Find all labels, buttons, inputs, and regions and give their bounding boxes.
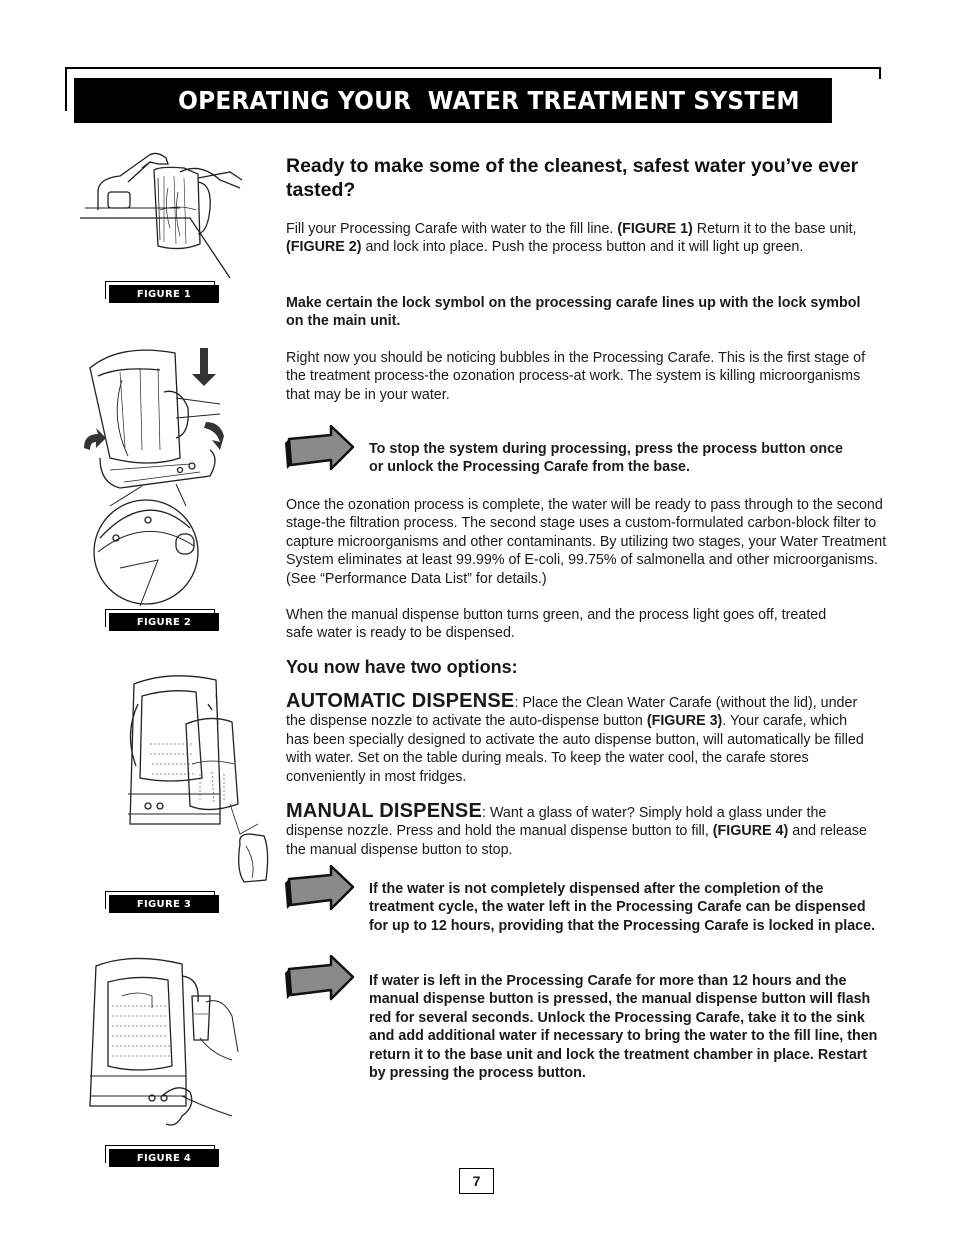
- figure-2-illustration: [80, 338, 230, 608]
- lock-note: Make certain the lock symbol on the processing carafe lines up with the lock symbol on the main unit.: [286, 295, 861, 330]
- pointer-arrow-icon-3: [285, 955, 355, 1003]
- figure-3-illustration: [120, 674, 280, 894]
- note-arrow-icon-3: [285, 955, 355, 1008]
- auto-dispense-icon: [120, 674, 280, 894]
- bubbles-paragraph: Right now you should be noticing bubbles in the Processing Carafe. This is the first stage of the treatment process-the ozonation process-at work. The system is killing microorganisms that may be in your water.: [286, 350, 866, 403]
- automatic-dispense-paragraph: AUTOMATIC DISPENSE: Place the Clean Water Carafe (without the lid), under the dispense nozzle to activate the auto-dispense button (FIGURE 3). Your carafe, which has been specially designed to activate the auto dispense button, will automatically be filled with water. Set on the table during meals. To keep the water cool, the carafe stores conveniently in most fridges.: [286, 690, 864, 785]
- page-number: 7: [459, 1168, 494, 1194]
- figure-4-illustration: [82, 956, 242, 1136]
- fill-paragraph: Fill your Processing Carafe with water to the fill line. (FIGURE 1) Return it to the base unit, (FIGURE 2) and lock into place. Push the process button and it will light up green.: [286, 221, 857, 256]
- ozonation-paragraph: Once the ozonation process is complete, the water will be ready to pass through to the second stage-the filtration process. The second stage uses a custom-formulated carbon-block filter to capture microorganisms and other contaminants. By utilizing two stages, your Water Treatment System eliminates at least 99.99% of E-coli, 99.75% of salmonella and other microorganisms. (See “Performance Data List” for details.): [286, 497, 887, 587]
- figure-1-caption-wrap: [109, 285, 223, 306]
- figure-3-caption: FIGURE 3: [109, 895, 219, 913]
- lead-heading: Ready to make some of the cleanest, safest water you’ve ever tasted?: [286, 155, 859, 201]
- rotate-arrow-icon-left: [84, 428, 106, 450]
- carafe-base-icon: [80, 338, 230, 608]
- figure-2-caption-wrap: [109, 613, 223, 634]
- faucet-carafe-icon: [80, 148, 245, 278]
- twelve-hour-note: If the water is not completely dispensed after the completion of the treatment cycle, the water left in the Processing Carafe can be dispensed for up to 12 hours, providing that the Processing Carafe is locked in place.: [369, 881, 876, 934]
- automatic-dispense-title: AUTOMATIC DISPENSE: [286, 690, 515, 712]
- manual-dispense-title: MANUAL DISPENSE: [286, 800, 482, 822]
- figure-3-caption-wrap: [109, 895, 223, 916]
- rotate-arrow-icon: [204, 422, 224, 450]
- manual-dispense-icon: [82, 956, 242, 1136]
- figure-1-illustration: [80, 148, 245, 278]
- options-heading: You now have two options:: [286, 657, 518, 677]
- note-arrow-icon-2: [285, 865, 355, 918]
- figure-1-caption: FIGURE 1: [109, 285, 219, 303]
- down-arrow-icon: [192, 348, 216, 386]
- dispense-ready-paragraph: When the manual dispense button turns green, and the process light goes off, treated safe water is ready to be dispensed.: [286, 607, 827, 642]
- stop-note: To stop the system during processing, press the process button once or unlock the Processing Carafe from the base.: [369, 441, 843, 476]
- pointer-arrow-icon-2: [285, 865, 355, 913]
- figure-2-caption: FIGURE 2: [109, 613, 219, 631]
- figure-4-caption: FIGURE 4: [109, 1149, 219, 1167]
- manual-dispense-paragraph: MANUAL DISPENSE: Want a glass of water? Simply hold a glass under the dispense nozzle. Press and hold the manual dispense button to fill, (FIGURE 4) and release the manual dispense button to stop.: [286, 800, 867, 858]
- note-arrow-icon: [285, 425, 355, 478]
- pointer-arrow-icon: [285, 425, 355, 473]
- page-title: OPERATING YOUR WATER TREATMENT SYSTEM: [74, 78, 832, 123]
- figure-4-caption-wrap: [109, 1149, 223, 1170]
- over-twelve-hour-note: If water is left in the Processing Carafe for more than 12 hours and the manual dispense button is pressed, the manual dispense button will flash red for several seconds. Unlock the Processing Carafe, take it to the sink and add additional water if necessary to bring the water to the fill line, then return it to the base unit and lock the treatment chamber in place. Restart by pressing the process button.: [369, 973, 878, 1082]
